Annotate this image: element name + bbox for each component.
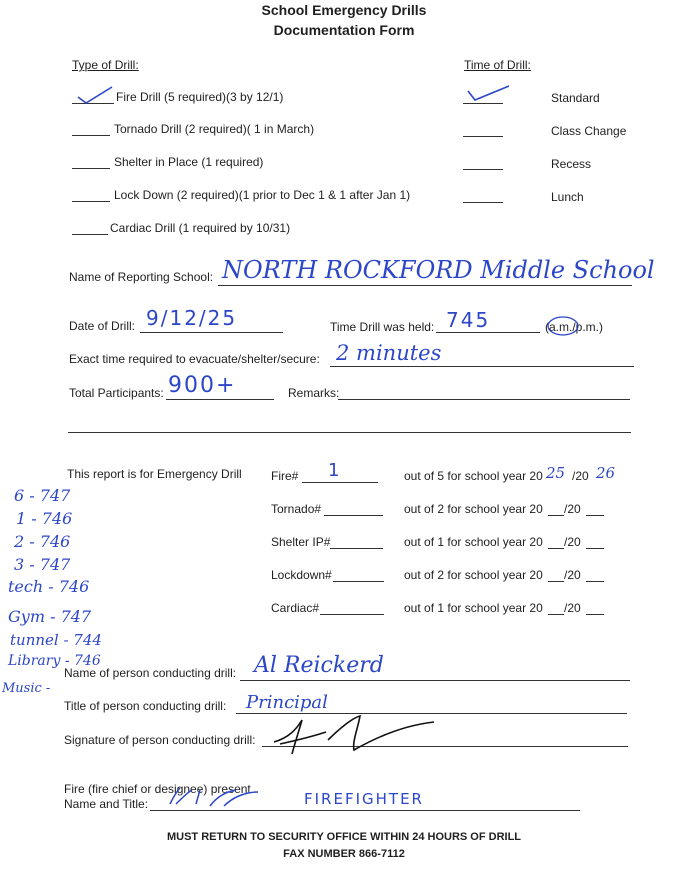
ampm-label: (a.m./p.m.) xyxy=(545,320,604,334)
fire-official-title-value[interactable]: FIREFIGHTER xyxy=(304,790,424,808)
cardiac-number-label: Cardiac# xyxy=(271,601,320,615)
date-value[interactable]: 9/12/25 xyxy=(146,306,238,330)
remarks-label: Remarks: xyxy=(288,386,340,400)
lockdown-year-sep: /20 xyxy=(564,568,581,582)
lockdown-number-line[interactable] xyxy=(333,581,384,582)
cardiac-number-line[interactable] xyxy=(320,614,384,615)
participants-value[interactable]: 900+ xyxy=(168,373,237,398)
standard-label: Standard xyxy=(551,91,600,105)
tornado-year-end-line[interactable] xyxy=(586,515,604,516)
lockdown-number-label: Lockdown# xyxy=(271,568,332,582)
fire-official-signature[interactable] xyxy=(166,786,262,810)
fire-year-sep: /20 xyxy=(572,469,589,483)
fire-number-value[interactable]: 1 xyxy=(328,460,342,481)
fire-year-end[interactable]: 26 xyxy=(596,464,616,482)
person-name-line xyxy=(240,680,630,681)
fire-drill-label: Fire Drill (5 required)(3 by 12/1) xyxy=(116,90,284,104)
shelter-number-line[interactable] xyxy=(330,548,383,549)
signature-label: Signature of person conducting drill: xyxy=(64,733,256,747)
margin-note: 3 - 747 xyxy=(14,555,71,574)
fire-out-of: out of 5 for school year 20 xyxy=(404,469,543,483)
margin-note: Library - 746 xyxy=(8,653,101,669)
margin-note: tunnel - 744 xyxy=(10,631,102,649)
school-name-label: Name of Reporting School: xyxy=(69,270,214,284)
evacuate-value[interactable]: 2 minutes xyxy=(336,341,442,365)
standard-check-mark xyxy=(465,83,513,105)
time-held-value[interactable]: 745 xyxy=(446,308,491,332)
remarks-line-1[interactable] xyxy=(338,399,630,400)
shelter-year-sep: /20 xyxy=(564,535,581,549)
margin-note: Music - xyxy=(2,681,51,696)
time-of-drill-heading: Time of Drill: xyxy=(464,58,531,72)
recess-blank[interactable] xyxy=(463,169,503,170)
person-title-label: Title of person conducting drill: xyxy=(64,699,227,713)
time-held-line xyxy=(436,332,540,333)
tornado-number-line[interactable] xyxy=(324,515,383,516)
fire-drill-check-mark xyxy=(76,84,116,106)
margin-note: Gym - 747 xyxy=(8,607,92,626)
person-name-label: Name of person conducting drill: xyxy=(64,666,237,680)
form-subtitle: Documentation Form xyxy=(273,22,415,38)
class-change-label: Class Change xyxy=(551,124,627,138)
type-of-drill-heading: Type of Drill: xyxy=(72,58,139,72)
person-name-value[interactable]: Al Reickerd xyxy=(254,653,384,678)
shelter-drill-blank[interactable] xyxy=(72,168,110,169)
participants-line xyxy=(166,399,274,400)
margin-note: 1 - 746 xyxy=(16,509,73,528)
tornado-out-of: out of 2 for school year 20 xyxy=(404,502,543,516)
participants-label: Total Participants: xyxy=(69,386,164,400)
margin-note: 6 - 747 xyxy=(14,486,71,505)
lunch-label: Lunch xyxy=(551,190,584,204)
tornado-year-sep: /20 xyxy=(564,502,581,516)
shelter-year-start-line[interactable] xyxy=(548,548,564,549)
person-title-value[interactable]: Principal xyxy=(246,692,328,713)
tornado-number-label: Tornado# xyxy=(271,502,322,516)
lockdown-year-start-line[interactable] xyxy=(548,581,564,582)
time-held-label: Time Drill was held: xyxy=(330,320,435,334)
fire-number-line xyxy=(302,482,378,483)
shelter-out-of: out of 1 for school year 20 xyxy=(404,535,543,549)
fire-official-label-line2: Name and Title: xyxy=(64,797,149,811)
evacuate-label: Exact time required to evacuate/shelter/secure: xyxy=(69,352,320,366)
fire-number-label: Fire# xyxy=(271,469,299,483)
cardiac-year-sep: /20 xyxy=(564,601,581,615)
school-name-line xyxy=(218,285,632,286)
form-title: School Emergency Drills xyxy=(261,2,427,18)
fax-number: FAX NUMBER 866-7112 xyxy=(283,848,405,860)
cardiac-drill-label: Cardiac Drill (1 required by 10/31) xyxy=(110,221,291,235)
return-instructions: MUST RETURN TO SECURITY OFFICE WITHIN 24 HOURS OF DRILL xyxy=(166,831,522,843)
lockdown-year-end-line[interactable] xyxy=(586,581,604,582)
shelter-year-end-line[interactable] xyxy=(586,548,604,549)
shelter-number-label: Shelter IP# xyxy=(271,535,331,549)
shelter-drill-label: Shelter in Place (1 required) xyxy=(114,155,264,169)
signature-scribble[interactable] xyxy=(268,710,438,760)
recess-label: Recess xyxy=(551,157,592,171)
evacuate-line xyxy=(330,366,634,367)
tornado-drill-label: Tornado Drill (2 required)( 1 in March) xyxy=(114,122,315,136)
date-line xyxy=(140,332,283,333)
tornado-year-start-line[interactable] xyxy=(548,515,564,516)
lunch-blank[interactable] xyxy=(463,202,503,203)
tornado-drill-blank[interactable] xyxy=(72,135,110,136)
date-label: Date of Drill: xyxy=(69,319,136,333)
fire-official-line xyxy=(150,810,580,811)
lockdown-drill-label: Lock Down (2 required)(1 prior to Dec 1 & 1 after Jan 1) xyxy=(114,188,411,202)
ampm-selection-circle xyxy=(546,315,580,337)
school-name-value[interactable]: NORTH ROCKFORD Middle School xyxy=(222,256,655,284)
cardiac-out-of: out of 1 for school year 20 xyxy=(404,601,543,615)
margin-note: tech - 746 xyxy=(8,577,90,596)
cardiac-year-start-line[interactable] xyxy=(548,614,564,615)
fire-official-label-line1: Fire (fire chief or designee) present xyxy=(64,782,251,796)
fire-year-start[interactable]: 25 xyxy=(546,464,566,482)
lockdown-drill-blank[interactable] xyxy=(72,201,110,202)
cardiac-year-end-line[interactable] xyxy=(586,614,604,615)
report-intro: This report is for Emergency Drill xyxy=(67,467,242,481)
lockdown-out-of: out of 2 for school year 20 xyxy=(404,568,543,582)
margin-note: 2 - 746 xyxy=(14,532,71,551)
remarks-line-2[interactable] xyxy=(68,432,631,433)
cardiac-drill-blank[interactable] xyxy=(72,234,108,235)
class-change-blank[interactable] xyxy=(463,136,503,137)
